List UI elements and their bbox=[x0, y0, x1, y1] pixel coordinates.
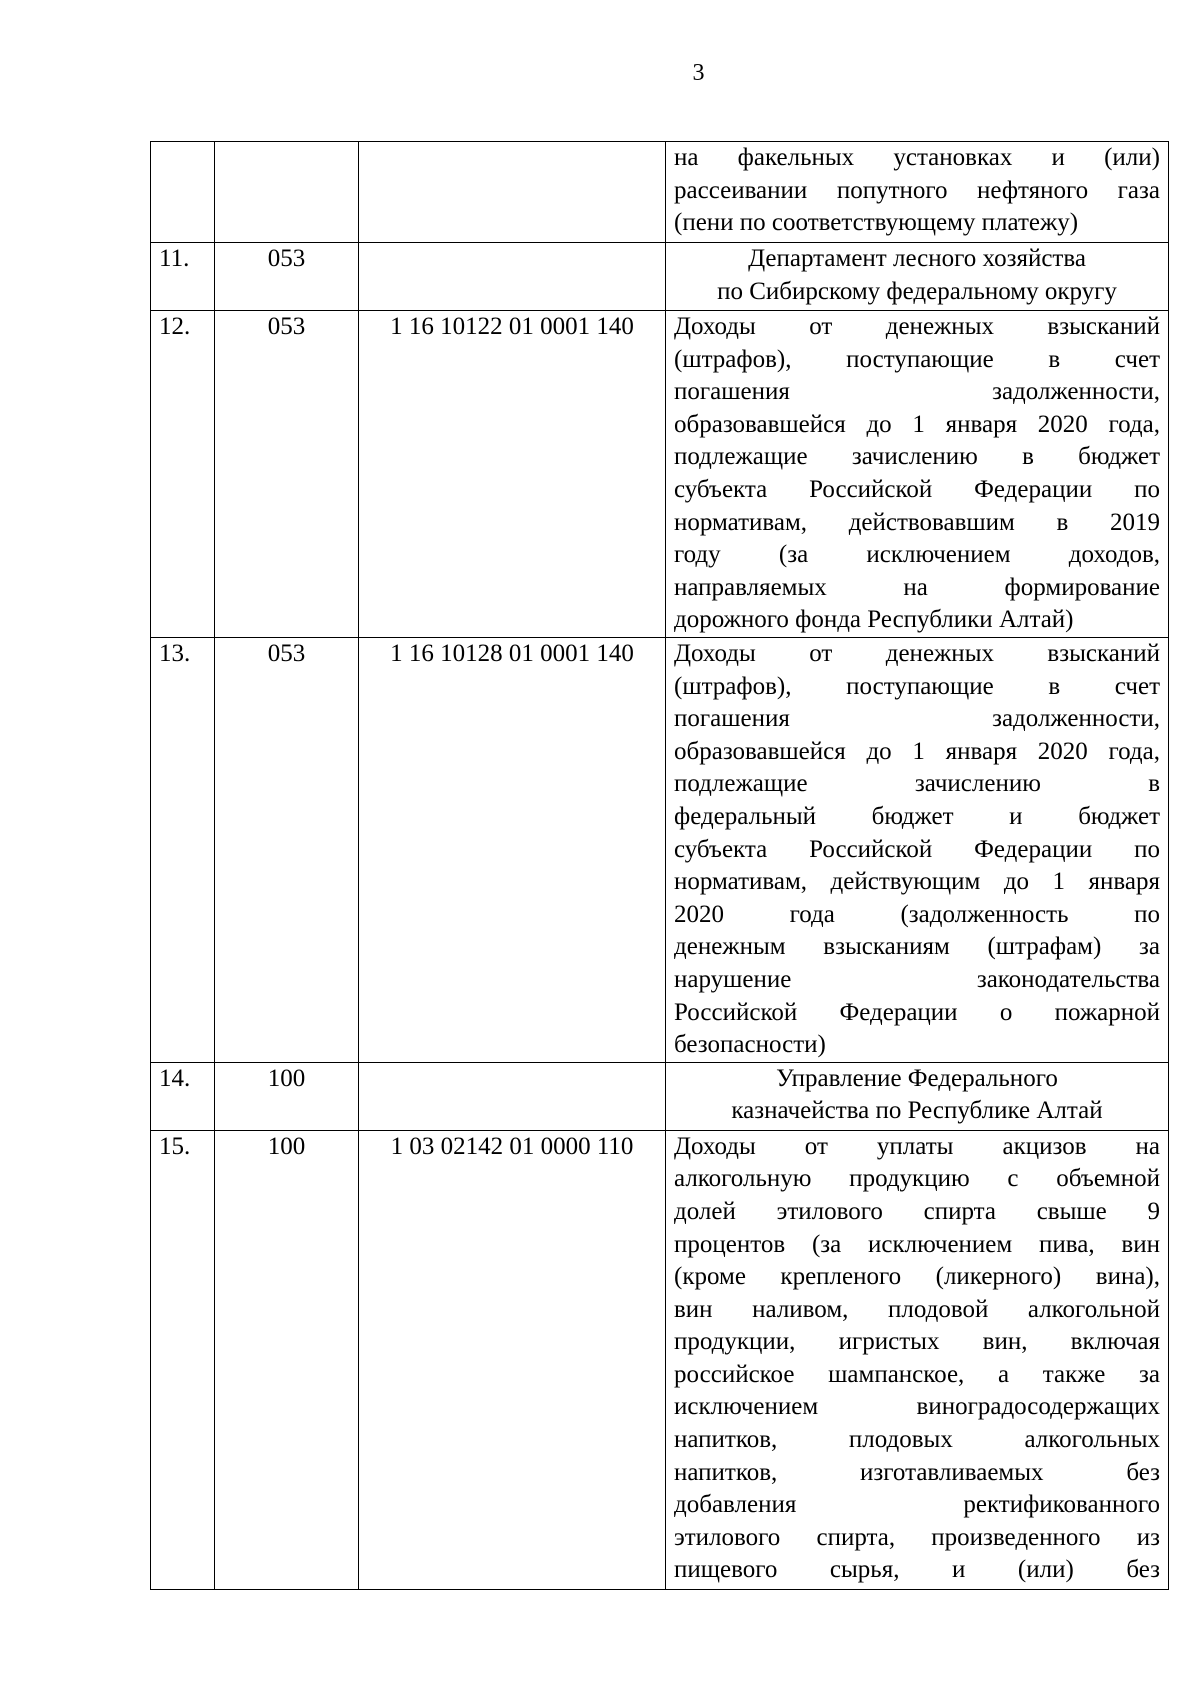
description-line: рассеивании попутного нефтяного газа bbox=[674, 176, 1160, 204]
description-line: образовавшейся до 1 января 2020 года, bbox=[674, 737, 1160, 765]
table-row bbox=[151, 142, 1169, 243]
description-line: добавления ректификованного bbox=[674, 1491, 1160, 1519]
description-line: этилового спирта, произведенного из bbox=[674, 1523, 1160, 1551]
row-number: 12. bbox=[159, 313, 191, 340]
row-number-cell bbox=[151, 1130, 215, 1589]
description-cell bbox=[666, 311, 1169, 638]
description-line: процентов (за исключением пива, вин bbox=[674, 1230, 1160, 1258]
description-line: нарушение законодательства bbox=[674, 965, 1160, 993]
description-line: Доходы от уплаты акцизов на bbox=[674, 1132, 1160, 1160]
description-line: погашения задолженности, bbox=[674, 705, 1160, 733]
administrator-title-cell bbox=[666, 243, 1169, 311]
admin-code-cell: 053 bbox=[215, 638, 359, 1063]
description-cell bbox=[666, 638, 1169, 1063]
description-line: направляемых на формирование bbox=[674, 573, 1160, 601]
table-row bbox=[151, 1062, 1169, 1130]
description-line: погашения задолженности, bbox=[674, 378, 1160, 406]
budget-code-cell bbox=[359, 243, 666, 311]
description-line: Доходы от денежных взысканий bbox=[674, 640, 1160, 667]
row-number-cell bbox=[151, 638, 215, 1063]
description-line: субъекта Российской Федерации по bbox=[674, 475, 1160, 503]
admin-code-cell: 100 bbox=[215, 1130, 359, 1589]
table-row bbox=[151, 638, 1169, 1063]
description-line: 2020 года (задолженность по bbox=[674, 900, 1160, 928]
table-row bbox=[151, 311, 1169, 638]
admin-code-cell: 053 bbox=[215, 243, 359, 311]
revenue-codes-table bbox=[150, 141, 1169, 1590]
description-line: нормативам, действующим до 1 января bbox=[674, 868, 1160, 896]
row-number-cell bbox=[151, 1062, 215, 1130]
admin-code-cell: 100 bbox=[215, 1062, 359, 1130]
description-line: году (за исключением доходов, bbox=[674, 541, 1160, 569]
description-line: алкогольную продукцию с объемной bbox=[674, 1165, 1160, 1193]
administrator-title-line: казначейства по Республике Алтай bbox=[731, 1097, 1103, 1125]
description-line: российское шампанское, а также за bbox=[674, 1360, 1160, 1388]
description-line: денежным взысканиям (штрафам) за bbox=[674, 933, 1160, 961]
description-line: Российской Федерации о пожарной bbox=[674, 998, 1160, 1026]
table-row bbox=[151, 1130, 1169, 1589]
description-line: нормативам, действовавшим в 2019 bbox=[674, 508, 1160, 536]
description-line: исключением виноградосодержащих bbox=[674, 1393, 1160, 1421]
description-line: субъекта Российской Федерации по bbox=[674, 835, 1160, 863]
row-number: 11. bbox=[159, 245, 190, 272]
row-number: 13. bbox=[159, 640, 191, 667]
budget-code-cell: 1 03 02142 01 0000 110 bbox=[359, 1130, 666, 1589]
row-number-cell bbox=[151, 311, 215, 638]
row-number-cell bbox=[151, 142, 215, 243]
description-line: Доходы от денежных взысканий bbox=[674, 313, 1160, 340]
description-line: федеральный бюджет и бюджет bbox=[674, 802, 1160, 830]
budget-code-cell: 1 16 10122 01 0001 140 bbox=[359, 311, 666, 638]
administrator-title-line: Департамент лесного хозяйства bbox=[748, 245, 1086, 272]
row-number: 15. bbox=[159, 1132, 191, 1160]
description-line: продукции, игристых вин, включая bbox=[674, 1328, 1160, 1356]
administrator-title-line: Управление Федерального bbox=[776, 1064, 1058, 1092]
description-line: (штрафов), поступающие в счет bbox=[674, 345, 1160, 373]
description-line: подлежащие зачислению в бюджет bbox=[674, 443, 1160, 471]
row-number: 14. bbox=[159, 1064, 191, 1092]
description-cell bbox=[666, 142, 1169, 243]
description-line: напитков, изготавливаемых без bbox=[674, 1458, 1160, 1486]
description-line: (кроме крепленого (ликерного) вина), bbox=[674, 1263, 1160, 1291]
description-cell bbox=[666, 1130, 1169, 1589]
page-number: 3 bbox=[692, 60, 705, 86]
administrator-title-cell bbox=[666, 1062, 1169, 1130]
description-line: на факельных установках и (или) bbox=[674, 144, 1160, 171]
row-number-cell bbox=[151, 243, 215, 311]
table-row bbox=[151, 243, 1169, 311]
budget-code-cell: 1 16 10128 01 0001 140 bbox=[359, 638, 666, 1063]
admin-code-cell: 053 bbox=[215, 311, 359, 638]
description-line: (пени по соответствующему платежу) bbox=[674, 209, 1079, 237]
administrator-title-line: по Сибирскому федеральному округу bbox=[717, 277, 1117, 305]
budget-code-cell bbox=[359, 1062, 666, 1130]
description-line: (штрафов), поступающие в счет bbox=[674, 672, 1160, 700]
description-line: образовавшейся до 1 января 2020 года, bbox=[674, 410, 1160, 438]
description-line: безопасности) bbox=[674, 1031, 826, 1059]
description-line: вин наливом, плодовой алкогольной bbox=[674, 1295, 1160, 1323]
description-line: напитков, плодовых алкогольных bbox=[674, 1426, 1160, 1454]
description-line: дорожного фонда Республики Алтай) bbox=[674, 606, 1074, 634]
admin-code-cell bbox=[215, 142, 359, 243]
description-line: долей этилового спирта свыше 9 bbox=[674, 1197, 1160, 1225]
description-line: подлежащие зачислению в bbox=[674, 770, 1160, 798]
description-line: пищевого сырья, и (или) без bbox=[674, 1556, 1160, 1584]
budget-code-cell bbox=[359, 142, 666, 243]
